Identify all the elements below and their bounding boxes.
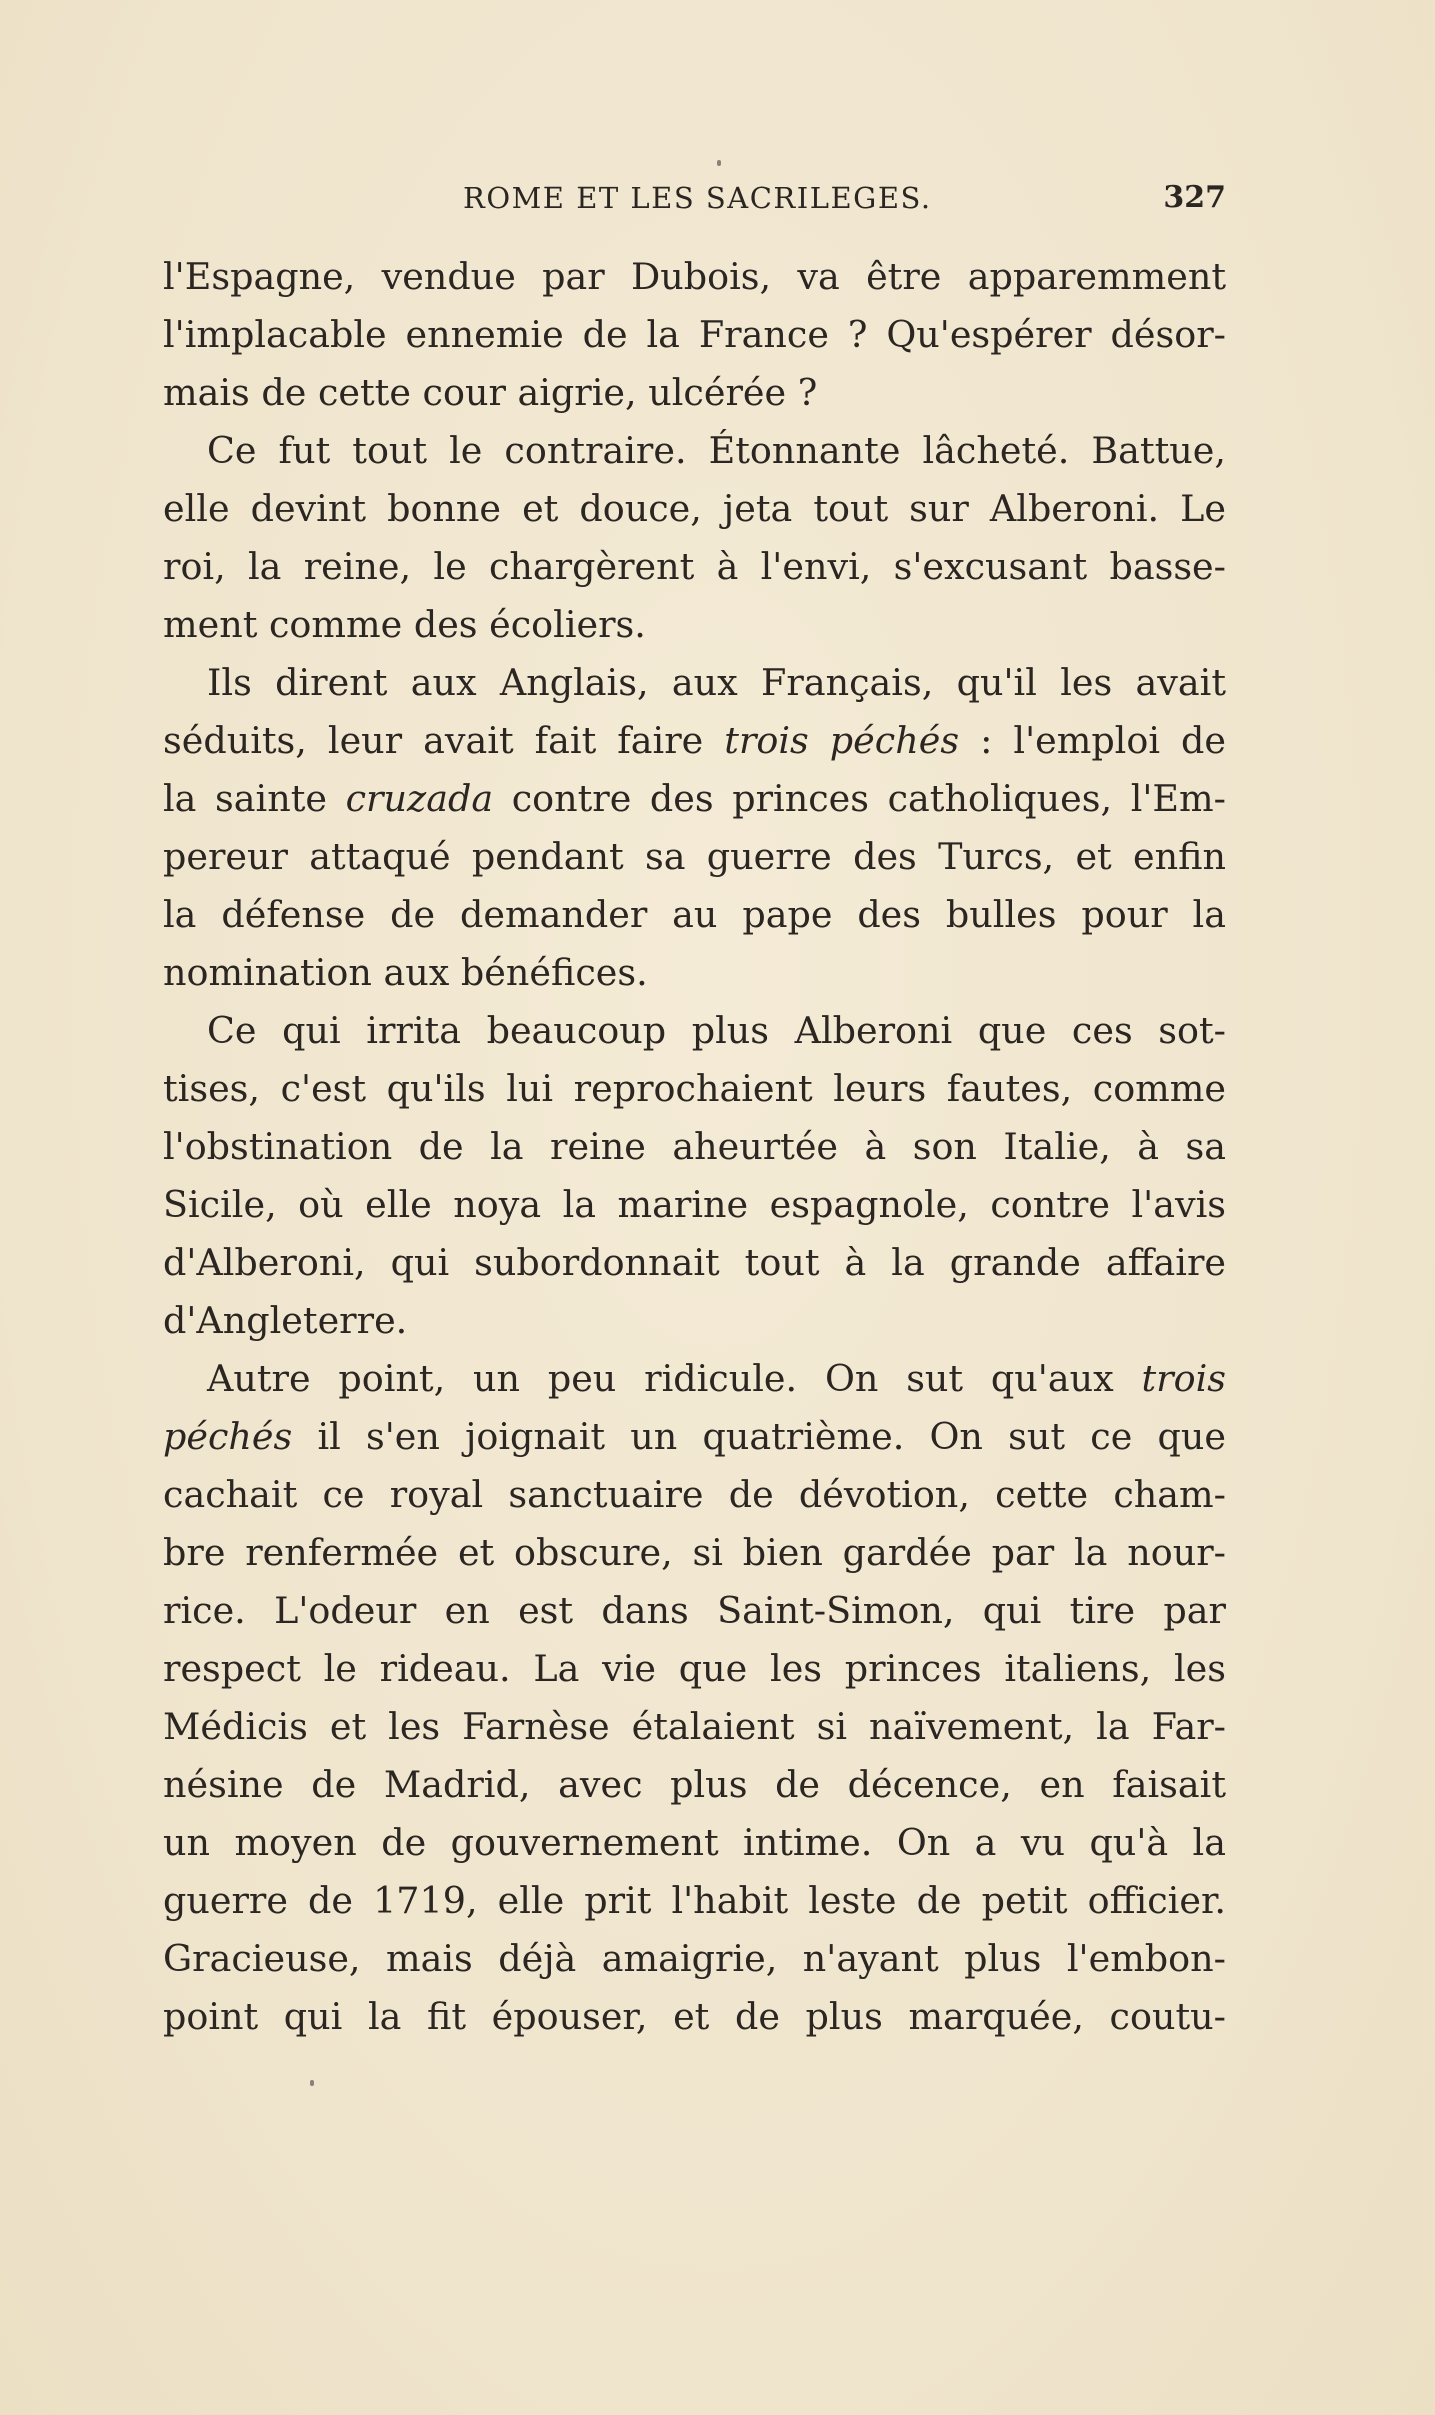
text-line: point qui la fit épouser, et de plus marquée, coutu- xyxy=(163,1995,1226,2038)
text-line: d'Alberoni, qui subordonnait tout à la grande affaire xyxy=(163,1241,1226,1284)
text-line: d'Angleterre. xyxy=(163,1299,408,1342)
italic-phrase: trois péchés xyxy=(724,719,960,762)
text-run: séduits, leur avait fait faire xyxy=(163,719,725,762)
text-line: tises, c'est qu'ils lui reprochaient leurs fautes, comme xyxy=(163,1067,1226,1110)
text-line: elle devint bonne et douce, jeta tout sur Alberoni. Le xyxy=(163,487,1226,530)
text-line: mais de cette cour aigrie, ulcérée ? xyxy=(163,371,818,414)
page-header xyxy=(163,178,1226,228)
text-line: l'implacable ennemie de la France ? Qu'espérer désor- xyxy=(163,313,1226,356)
text-line: Sicile, où elle noya la marine espagnole, contre l'avis xyxy=(163,1183,1226,1226)
text-line: roi, la reine, le chargèrent à l'envi, s'excusant basse- xyxy=(163,545,1226,588)
text-line: Ils dirent aux Anglais, aux Français, qu'il les avait xyxy=(207,661,1226,704)
text-line: respect le rideau. La vie que les princes italiens, les xyxy=(163,1647,1226,1690)
text-run: : l'emploi de xyxy=(959,719,1226,762)
text-line: l'obstination de la reine aheurtée à son Italie, à sa xyxy=(163,1125,1226,1168)
text-line xyxy=(163,770,1226,828)
italic-phrase: trois xyxy=(1141,1357,1226,1400)
text-line: ment comme des écoliers. xyxy=(163,603,646,646)
italic-phrase: péchés xyxy=(163,1415,293,1458)
text-line: Ce qui irrita beaucoup plus Alberoni que ces sot- xyxy=(207,1009,1226,1052)
text-line xyxy=(163,1350,1226,1408)
text-line: guerre de 1719, elle prit l'habit leste de petit officier. xyxy=(163,1879,1226,1922)
text-line xyxy=(163,1408,1226,1466)
body-text xyxy=(163,248,1226,2046)
text-run: Autre point, un peu ridicule. On sut qu'aux xyxy=(207,1357,1142,1400)
italic-phrase: cruzada xyxy=(345,777,494,820)
text-line: la défense de demander au pape des bulles pour la xyxy=(163,893,1226,936)
text-run: contre des princes catholiques, l'Em- xyxy=(493,777,1226,820)
text-line: nésine de Madrid, avec plus de décence, en faisait xyxy=(163,1763,1226,1806)
text-run: il s'en joignait un quatrième. On sut ce que xyxy=(292,1415,1226,1458)
text-line: Gracieuse, mais déjà amaigrie, n'ayant plus l'embon- xyxy=(163,1937,1226,1980)
ink-speck xyxy=(310,2080,314,2086)
text-run: la sainte xyxy=(163,777,346,820)
text-line: rice. L'odeur en est dans Saint-Simon, qui tire par xyxy=(163,1589,1226,1632)
text-line xyxy=(163,712,1226,770)
text-line: nomination aux bénéfices. xyxy=(163,951,648,994)
text-line: l'Espagne, vendue par Dubois, va être apparemment xyxy=(163,255,1226,298)
text-line: un moyen de gouvernement intime. On a vu qu'à la xyxy=(163,1821,1226,1864)
text-line: Ce fut tout le contraire. Étonnante lâcheté. Battue, xyxy=(207,429,1226,472)
text-line: pereur attaqué pendant sa guerre des Turcs, et enfin xyxy=(163,835,1226,878)
text-line: cachait ce royal sanctuaire de dévotion, cette cham- xyxy=(163,1473,1226,1516)
ink-speck xyxy=(717,160,721,166)
text-line: Médicis et les Farnèse étalaient si naïvement, la Far- xyxy=(163,1705,1226,1748)
text-line: bre renfermée et obscure, si bien gardée par la nour- xyxy=(163,1531,1226,1574)
running-head: ROME ET LES SACRILEGES. xyxy=(463,181,932,215)
page-number: 327 xyxy=(1163,180,1226,215)
